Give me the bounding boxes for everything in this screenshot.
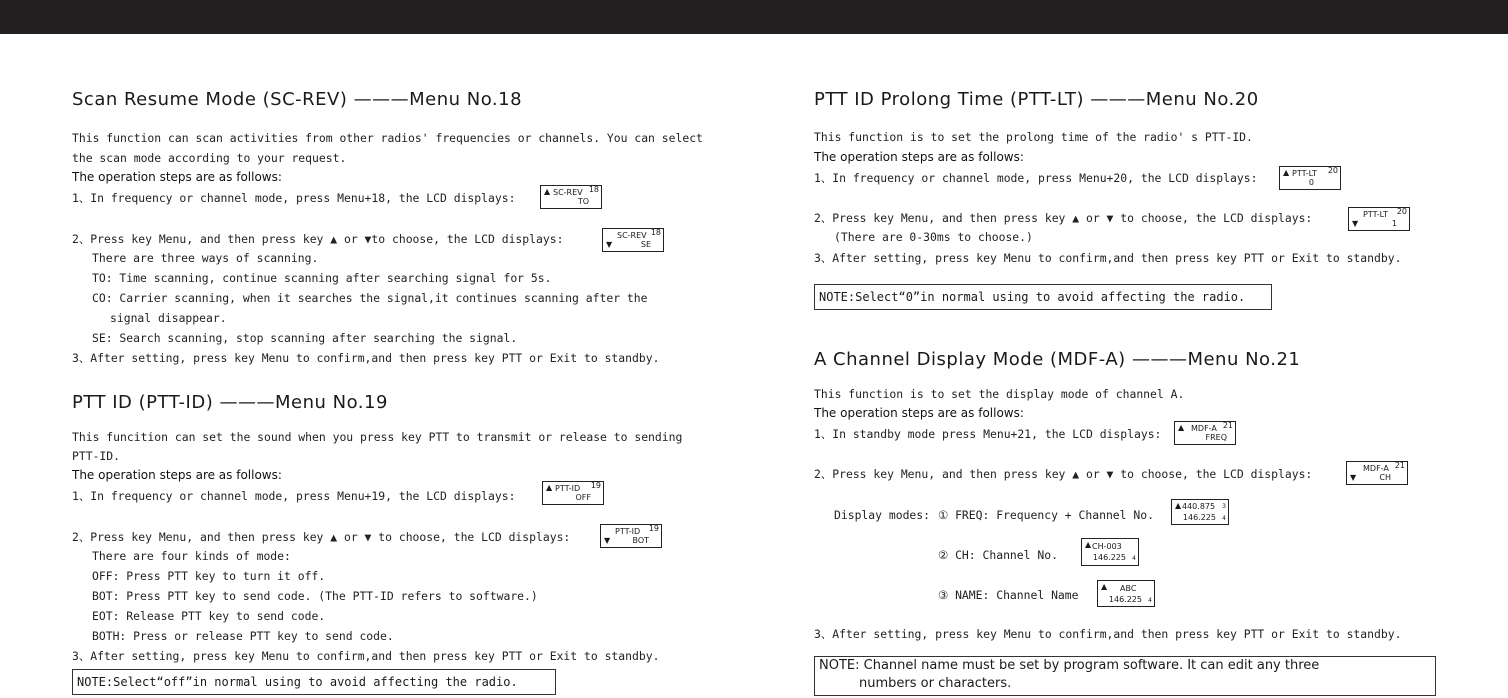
lcd-line-1: PTT-LT [1292, 169, 1317, 178]
menu-number: Menu No.19 [274, 392, 388, 413]
lcd-line-2: 1 [1391, 219, 1397, 228]
step-3: 3、After setting, press key Menu to confirm,and then press key PTT or Exit to standby. [814, 251, 1402, 265]
lcd-display [600, 524, 662, 548]
lcd-channel-number: 4 [1132, 555, 1136, 562]
lcd-line-1: PTT-ID [615, 527, 641, 536]
intro-line: This function can scan activities from other radios' frequencies or channels. You can select [72, 131, 703, 145]
lcd-menu-number: 19 [648, 524, 659, 533]
step-3: 3、After setting, press key Menu to confirm,and then press key PTT or Exit to standby. [72, 351, 660, 365]
lcd-line-1: 440.875 [1182, 502, 1216, 511]
lcd-display [1174, 421, 1236, 445]
title-text: A Channel Display Mode (MDF-A) [814, 349, 1126, 370]
list-item: OFF: Press PTT key to turn it off. [92, 569, 326, 583]
lcd-display [1346, 461, 1408, 485]
lcd-line-2: OFF [575, 493, 591, 502]
lcd-menu-number: 20 [1396, 207, 1407, 216]
lcd-line-1: MDF-A [1363, 464, 1389, 473]
up-arrow-icon: ▲ [1178, 423, 1185, 432]
lcd-display [1097, 580, 1155, 607]
list-item: (There are 0-30ms to choose.) [834, 230, 1033, 244]
steps-heading: The operation steps are as follows: [814, 406, 1024, 420]
note-box: NOTE:Select“off”in normal using to avoid affecting the radio. [72, 669, 556, 695]
title-dash: ——— [1131, 349, 1188, 370]
intro-line: This function is to set the display mode of channel A. [814, 387, 1185, 401]
title-text: Scan Resume Mode (SC-REV) [72, 89, 348, 110]
steps-heading: The operation steps are as follows: [72, 170, 282, 184]
step-2: 2、Press key Menu, and then press key ▲ or ▼ to choose, the LCD displays: [72, 530, 571, 544]
note-line-2: numbers or characters. [859, 676, 1012, 691]
lcd-menu-number: 18 [588, 185, 599, 194]
up-arrow-icon: ▲ [1085, 540, 1092, 549]
section-title-menu-20 [814, 89, 1259, 110]
lcd-display [1279, 166, 1341, 190]
down-arrow-icon: ▼ [1352, 219, 1359, 228]
lcd-line-2: SE [640, 240, 651, 249]
step-2: 2、Press key Menu, and then press key ▲ or ▼ to choose, the LCD displays: [814, 211, 1313, 225]
title-dash: ——— [219, 392, 275, 413]
section-title-menu-21 [814, 349, 1300, 370]
lcd-line-1: SC-REV [553, 188, 583, 197]
list-item: BOTH: Press or release PTT key to send code. [92, 629, 394, 643]
step-1: 1、In frequency or channel mode, press Menu+19, the LCD displays: [72, 489, 516, 503]
step-3: 3、After setting, press key Menu to confirm,and then press key PTT or Exit to standby. [814, 627, 1402, 641]
lcd-line-2: BOT [632, 536, 649, 545]
lcd-line-2: 146.225 [1182, 513, 1216, 522]
up-arrow-icon: ▲ [1175, 501, 1182, 510]
step-1: 1、In frequency or channel mode, press Menu+20, the LCD displays: [814, 171, 1258, 185]
title-dash: ——— [1090, 89, 1146, 110]
up-arrow-icon: ▲ [544, 187, 551, 196]
title-text: PTT ID Prolong Time (PTT-LT) [814, 89, 1084, 110]
list-item: TO: Time scanning, continue scanning after searching signal for 5s. [92, 271, 552, 285]
lcd-line-1: ABC [1120, 584, 1137, 593]
menu-number: Menu No.20 [1145, 89, 1259, 110]
list-item: There are four kinds of mode: [92, 549, 291, 563]
step-1: 1、In frequency or channel mode, press Menu+18, the LCD displays: [72, 191, 516, 205]
lcd-line-1: CH-003 [1092, 542, 1122, 551]
lcd-line-2: CH [1379, 473, 1391, 482]
lcd-channel-number: 3 [1222, 503, 1226, 510]
lcd-channel-number: 4 [1222, 515, 1226, 522]
lcd-menu-number: 18 [650, 228, 661, 237]
display-mode-1: ① FREQ: Frequency + Channel No. [938, 508, 1154, 522]
down-arrow-icon: ▼ [1350, 473, 1357, 482]
section-title-menu-18 [72, 89, 522, 110]
list-item: SE: Search scanning, stop scanning after searching the signal. [92, 331, 518, 345]
up-arrow-icon: ▲ [1283, 168, 1290, 177]
lcd-menu-number: 21 [1222, 421, 1233, 430]
intro-line: This function is to set the prolong time of the radio' s PTT-ID. [814, 130, 1253, 144]
step-2: 2、Press key Menu, and then press key ▲ or ▼to choose, the LCD displays: [72, 232, 564, 246]
lcd-channel-number: 4 [1148, 597, 1152, 604]
display-modes-label: Display modes: [834, 508, 931, 522]
menu-number: Menu No.18 [409, 89, 523, 110]
up-arrow-icon: ▲ [1101, 582, 1108, 591]
lcd-line-2: 146.225 [1092, 553, 1126, 562]
title-dash: ——— [353, 89, 410, 110]
list-item: EOT: Release PTT key to send code. [92, 609, 326, 623]
down-arrow-icon: ▼ [606, 240, 613, 249]
lcd-display [540, 185, 602, 209]
intro-line: This funcition can set the sound when you press key PTT to transmit or release to sending [72, 430, 683, 444]
up-arrow-icon: ▲ [546, 483, 553, 492]
lcd-display [1348, 207, 1410, 231]
section-title-menu-19 [72, 392, 388, 413]
lcd-line-2: 146.225 [1108, 595, 1142, 604]
lcd-display [602, 228, 664, 252]
top-bar [0, 0, 1508, 34]
lcd-line-1: PTT-LT [1363, 210, 1388, 219]
step-1: 1、In standby mode press Menu+21, the LCD displays: [814, 427, 1162, 441]
intro-line: PTT-ID. [72, 449, 121, 463]
display-mode-3: ③ NAME: Channel Name [938, 588, 1079, 602]
lcd-line-2: FREQ [1205, 433, 1227, 442]
lcd-line-1: SC-REV [617, 231, 647, 240]
step-2: 2、Press key Menu, and then press key ▲ or ▼ to choose, the LCD displays: [814, 467, 1313, 481]
lcd-display [1081, 538, 1139, 566]
lcd-line-1: PTT-ID [555, 484, 581, 493]
lcd-menu-number: 20 [1327, 166, 1338, 175]
display-mode-2: ② CH: Channel No. [938, 548, 1058, 562]
list-item: signal disappear. [110, 311, 227, 325]
step-3: 3、After setting, press key Menu to confirm,and then press key PTT or Exit to standby. [72, 649, 660, 663]
note-box: NOTE:Select“0”in normal using to avoid affecting the radio. [814, 284, 1272, 310]
lcd-display [542, 481, 604, 505]
lcd-line-2: TO [577, 197, 589, 206]
title-text: PTT ID (PTT-ID) [72, 392, 214, 413]
steps-heading: The operation steps are as follows: [72, 468, 282, 482]
lcd-line-1: MDF-A [1191, 424, 1217, 433]
list-item: BOT: Press PTT key to send code. (The PTT-ID refers to software.) [92, 589, 538, 603]
lcd-menu-number: 19 [590, 481, 601, 490]
steps-heading: The operation steps are as follows: [814, 150, 1024, 164]
down-arrow-icon: ▼ [604, 536, 611, 545]
list-item: CO: Carrier scanning, when it searches the signal,it continues scanning after the [92, 291, 648, 305]
menu-number: Menu No.21 [1187, 349, 1301, 370]
lcd-line-2: 0 [1308, 178, 1314, 187]
list-item: There are three ways of scanning. [92, 251, 319, 265]
note-box [814, 656, 1436, 696]
note-line-1: NOTE: Channel name must be set by program software. It can edit any three [819, 658, 1320, 673]
lcd-display [1171, 499, 1229, 525]
intro-line: the scan mode according to your request. [72, 151, 347, 165]
lcd-menu-number: 21 [1394, 461, 1405, 470]
